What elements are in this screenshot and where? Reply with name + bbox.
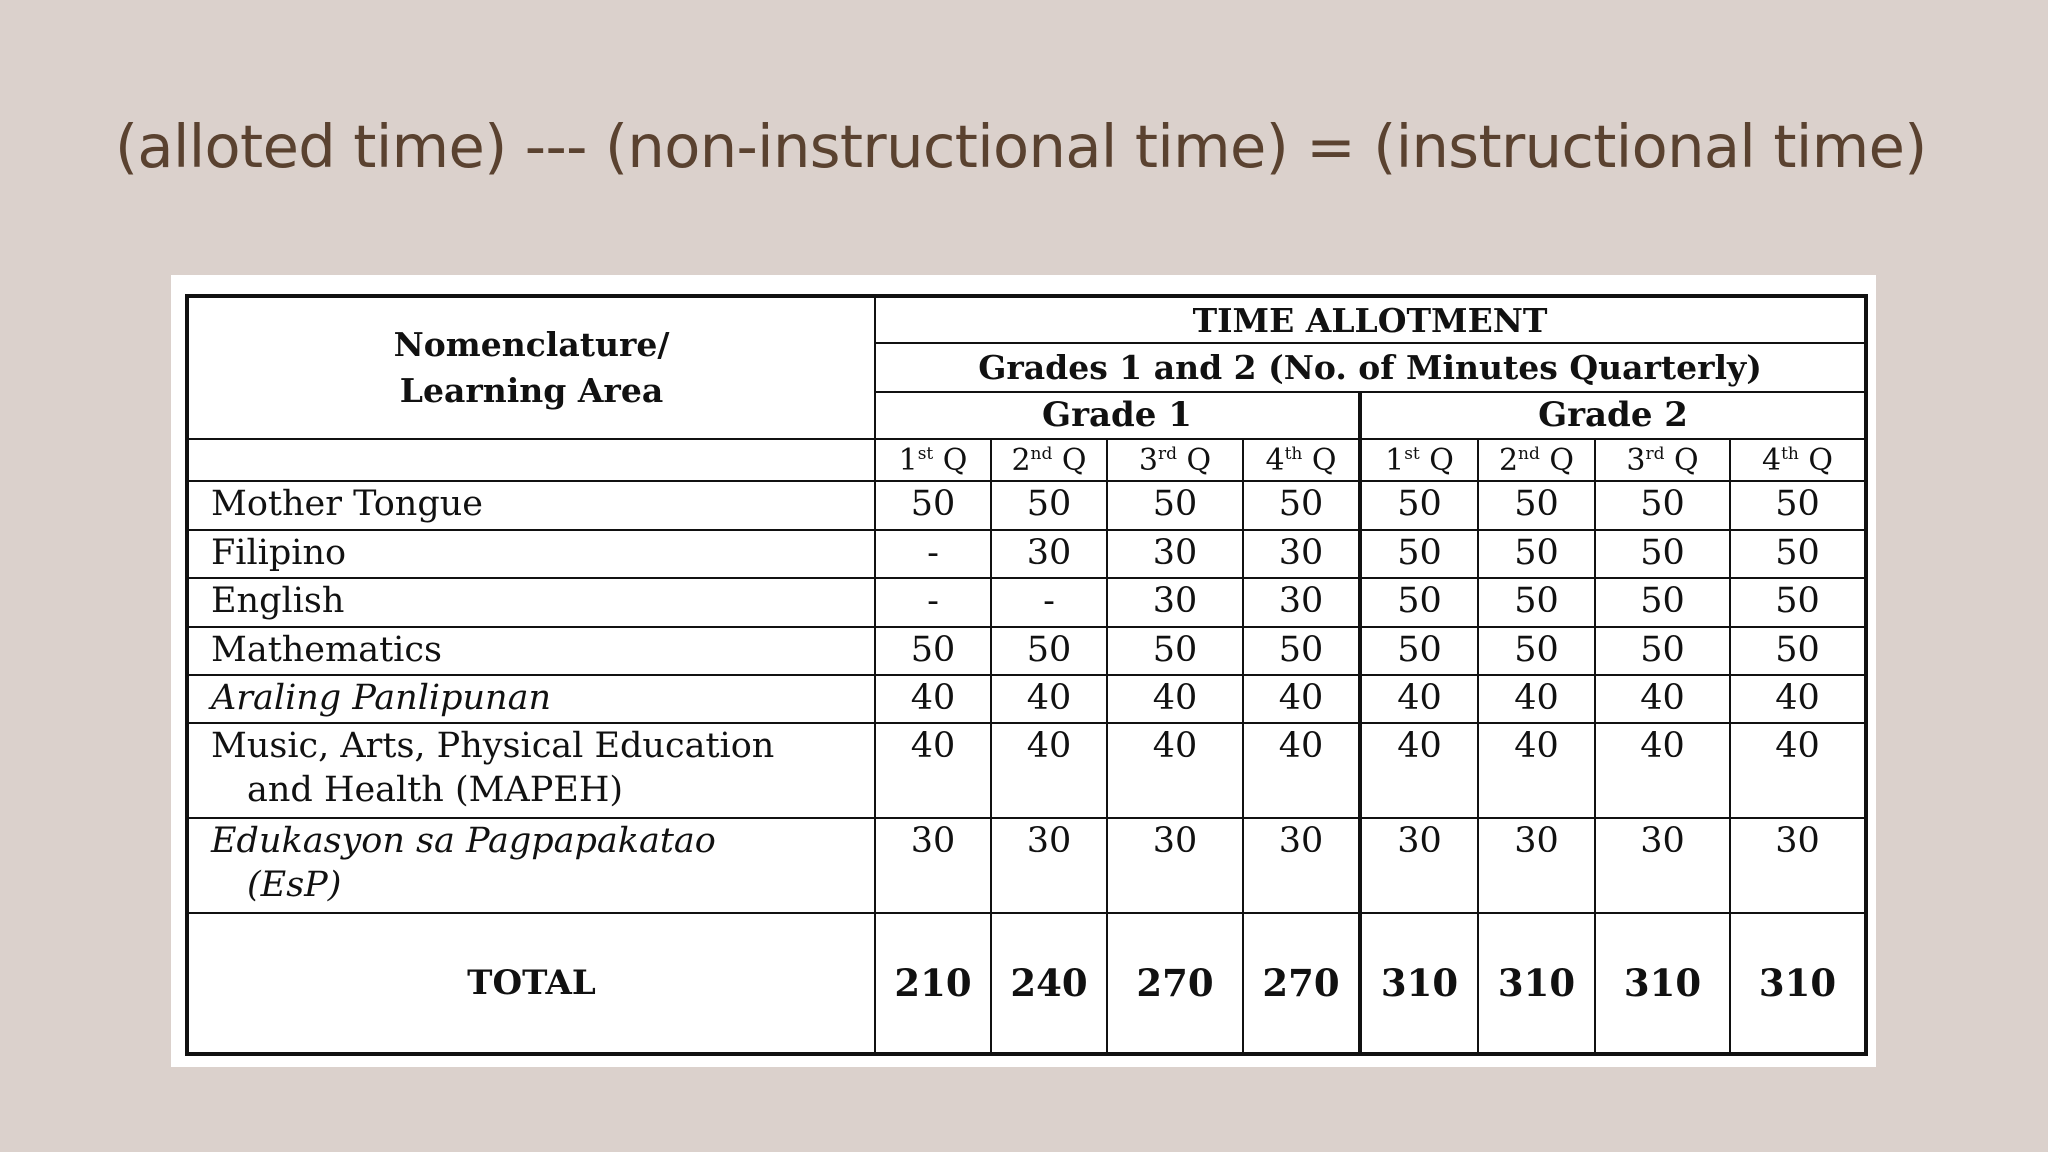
- total-value: 210: [875, 913, 991, 1054]
- subject-cell: Filipino: [187, 530, 875, 578]
- value-cell: 40: [875, 675, 991, 723]
- value-cell: 30: [1107, 578, 1243, 626]
- table-row: [187, 627, 1866, 675]
- header-grades-band: Grades 1 and 2 (No. of Minutes Quarterly): [875, 343, 1866, 391]
- table-row: [187, 818, 1866, 913]
- value-cell: 40: [1360, 675, 1478, 723]
- value-cell: 40: [1730, 675, 1866, 723]
- quarter-header-row: [187, 439, 1866, 481]
- table-row: [187, 481, 1866, 529]
- value-cell: 40: [1478, 723, 1595, 818]
- header-learning-area-line1: Nomenclature/: [393, 325, 670, 365]
- value-cell: 30: [1243, 578, 1360, 626]
- value-cell: 30: [1595, 818, 1730, 913]
- header-learning-area-line2: Learning Area: [399, 371, 664, 411]
- time-allotment-table: [185, 294, 1868, 1056]
- value-cell: 30: [1243, 818, 1360, 913]
- value-cell: 40: [991, 723, 1107, 818]
- value-cell: 40: [1730, 723, 1866, 818]
- quarter-header-blank: [187, 439, 875, 481]
- value-cell: 50: [1360, 578, 1478, 626]
- value-cell: 50: [1360, 530, 1478, 578]
- value-cell: 50: [1107, 627, 1243, 675]
- header-grade-2: Grade 2: [1360, 392, 1866, 439]
- total-label: TOTAL: [187, 913, 875, 1054]
- value-cell: 30: [991, 530, 1107, 578]
- table-row: [187, 578, 1866, 626]
- value-cell: 40: [991, 675, 1107, 723]
- total-value: 310: [1478, 913, 1595, 1054]
- value-cell: 50: [1243, 627, 1360, 675]
- value-cell: 50: [1478, 481, 1595, 529]
- subject-cell: Araling Panlipunan: [187, 675, 875, 723]
- value-cell: 40: [1243, 675, 1360, 723]
- value-cell: 40: [1595, 675, 1730, 723]
- total-value: 270: [1243, 913, 1360, 1054]
- subject-cell: English: [187, 578, 875, 626]
- value-cell: 50: [1360, 627, 1478, 675]
- quarter-header-cell: 3rd Q: [1107, 439, 1243, 481]
- table-row: [187, 723, 1866, 818]
- value-cell: 50: [1243, 481, 1360, 529]
- quarter-header-cell: 3rd Q: [1595, 439, 1730, 481]
- value-cell: -: [875, 530, 991, 578]
- value-cell: 30: [1107, 818, 1243, 913]
- value-cell: 50: [1107, 481, 1243, 529]
- quarter-header-cell: 1st Q: [875, 439, 991, 481]
- value-cell: 30: [1360, 818, 1478, 913]
- value-cell: 50: [1730, 530, 1866, 578]
- value-cell: -: [875, 578, 991, 626]
- header-learning-area: [187, 296, 875, 439]
- value-cell: 50: [875, 627, 991, 675]
- value-cell: 30: [1478, 818, 1595, 913]
- value-cell: 50: [1730, 578, 1866, 626]
- value-cell: 50: [1595, 627, 1730, 675]
- table-row: [187, 530, 1866, 578]
- quarter-header-cell: 4th Q: [1730, 439, 1866, 481]
- subject-cell: Mother Tongue: [187, 481, 875, 529]
- value-cell: 50: [1595, 578, 1730, 626]
- value-cell: 30: [1107, 530, 1243, 578]
- header-time-allotment: TIME ALLOTMENT: [875, 296, 1866, 343]
- value-cell: 50: [1595, 481, 1730, 529]
- quarter-header-cell: 2nd Q: [991, 439, 1107, 481]
- subject-cell: Edukasyon sa Pagpapakatao (EsP): [187, 818, 875, 913]
- value-cell: 40: [1107, 675, 1243, 723]
- table-row: [187, 675, 1866, 723]
- subject-cell: Music, Arts, Physical Education and Health (MAPEH): [187, 723, 875, 818]
- value-cell: 50: [991, 627, 1107, 675]
- total-value: 310: [1730, 913, 1866, 1054]
- value-cell: 40: [1595, 723, 1730, 818]
- quarter-header-cell: 2nd Q: [1478, 439, 1595, 481]
- value-cell: 40: [1107, 723, 1243, 818]
- total-value: 240: [991, 913, 1107, 1054]
- value-cell: 30: [991, 818, 1107, 913]
- value-cell: 40: [875, 723, 991, 818]
- total-value: 310: [1360, 913, 1478, 1054]
- subject-cell: Mathematics: [187, 627, 875, 675]
- quarter-header-cell: 1st Q: [1360, 439, 1478, 481]
- value-cell: 30: [875, 818, 991, 913]
- quarter-header-cell: 4th Q: [1243, 439, 1360, 481]
- value-cell: 50: [1730, 481, 1866, 529]
- total-value: 270: [1107, 913, 1243, 1054]
- total-value: 310: [1595, 913, 1730, 1054]
- value-cell: -: [991, 578, 1107, 626]
- value-cell: 30: [1730, 818, 1866, 913]
- total-row: [187, 913, 1866, 1054]
- value-cell: 50: [1360, 481, 1478, 529]
- value-cell: 40: [1243, 723, 1360, 818]
- value-cell: 50: [991, 481, 1107, 529]
- value-cell: 30: [1243, 530, 1360, 578]
- value-cell: 50: [1478, 627, 1595, 675]
- value-cell: 40: [1478, 675, 1595, 723]
- value-cell: 50: [1595, 530, 1730, 578]
- table-image-card: [171, 275, 1876, 1067]
- header-grade-1: Grade 1: [875, 392, 1360, 439]
- value-cell: 40: [1360, 723, 1478, 818]
- value-cell: 50: [1478, 530, 1595, 578]
- value-cell: 50: [875, 481, 991, 529]
- slide-heading: (alloted time) --- (non-instructional time) = (instructional time): [115, 112, 1927, 181]
- value-cell: 50: [1730, 627, 1866, 675]
- value-cell: 50: [1478, 578, 1595, 626]
